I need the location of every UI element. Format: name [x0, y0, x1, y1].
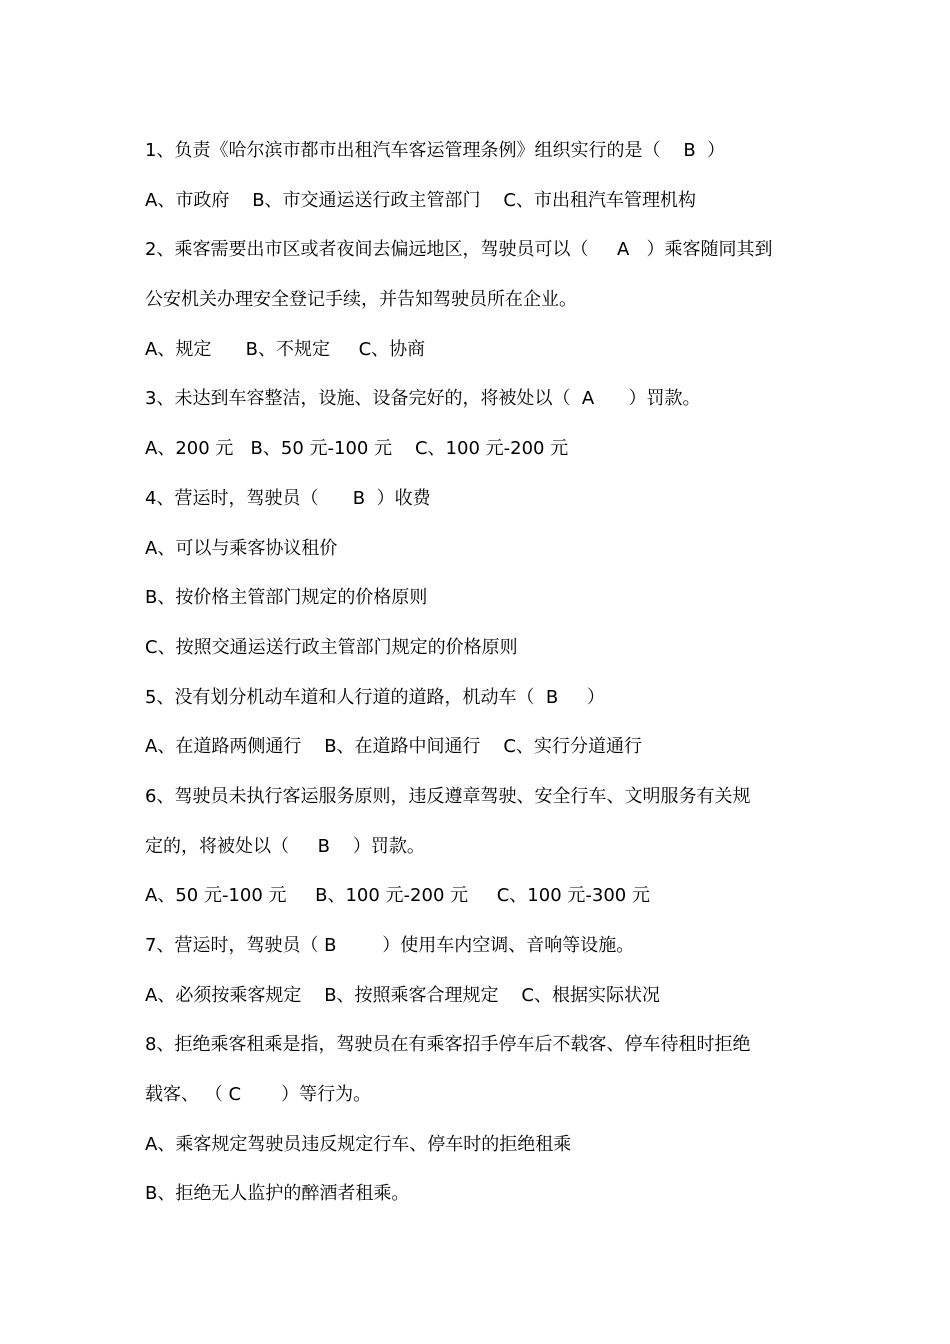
question-2: 2、乘客需要出市区或者夜间去偏远地区，驾驶员可以（ A ）乘客随同其到 [145, 239, 773, 261]
question-7: 7、营运时，驾驶员（ B ）使用车内空调、音响等设施。 [145, 935, 635, 956]
question-2-options: A、规定 B、不规定 C、协商 [145, 338, 426, 360]
question-6-continued: 定的，将被处以（ B ）罚款。 [145, 835, 425, 857]
question-2-continued: 公安机关办理安全登记手续，并告知驾驶员所在企业。 [145, 289, 577, 311]
question-4: 4、营运时，驾驶员（ B ）收费 [145, 487, 431, 509]
question-3: 3、未达到车容整洁，设施、设备完好的，将被处以（ A ）罚款。 [145, 388, 701, 410]
question-1: 1、负责《哈尔滨市都市出租汽车客运管理条例》组织实行的是（ B ） [145, 140, 726, 161]
question-7-options: A、必须按乘客规定 B、按照乘客合理规定 C、根据实际状况 [145, 984, 661, 1006]
question-6: 6、驾驶员未执行客运服务原则，违反遵章驾驶、安全行车、文明服务有关规 [145, 785, 751, 807]
question-list [145, 134, 825, 1227]
question-8-option-a: A、乘客规定驾驶员违反规定行车、停车时的拒绝租乘 [145, 1133, 572, 1155]
question-6-options: A、50 元-100 元 B、100 元-200 元 C、100 元-300 元 [145, 885, 650, 907]
question-8-continued: 载客、 （ C ）等行为。 [145, 1084, 372, 1106]
question-4-option-c: C、按照交通运送行政主管部门规定的价格原则 [145, 636, 518, 658]
question-1-options: A、市政府 B、市交通运送行政主管部门 C、市出租汽车管理机构 [145, 189, 697, 211]
question-5-options: A、在道路两侧通行 B、在道路中间通行 C、实行分道通行 [145, 736, 643, 758]
question-4-option-a: A、可以与乘客协议租价 [145, 537, 338, 559]
question-5: 5、没有划分机动车道和人行道的道路，机动车（ B ） [145, 686, 605, 708]
question-4-option-b: B、按价格主管部门规定的价格原则 [145, 587, 428, 609]
question-8: 8、拒绝乘客租乘是指，驾驶员在有乘客招手停车后不载客、停车待租时拒绝 [145, 1034, 751, 1056]
question-8-option-b: B、拒绝无人监护的醉酒者租乘。 [145, 1183, 410, 1205]
question-3-options: A、200 元 B、50 元-100 元 C、100 元-200 元 [145, 438, 569, 460]
